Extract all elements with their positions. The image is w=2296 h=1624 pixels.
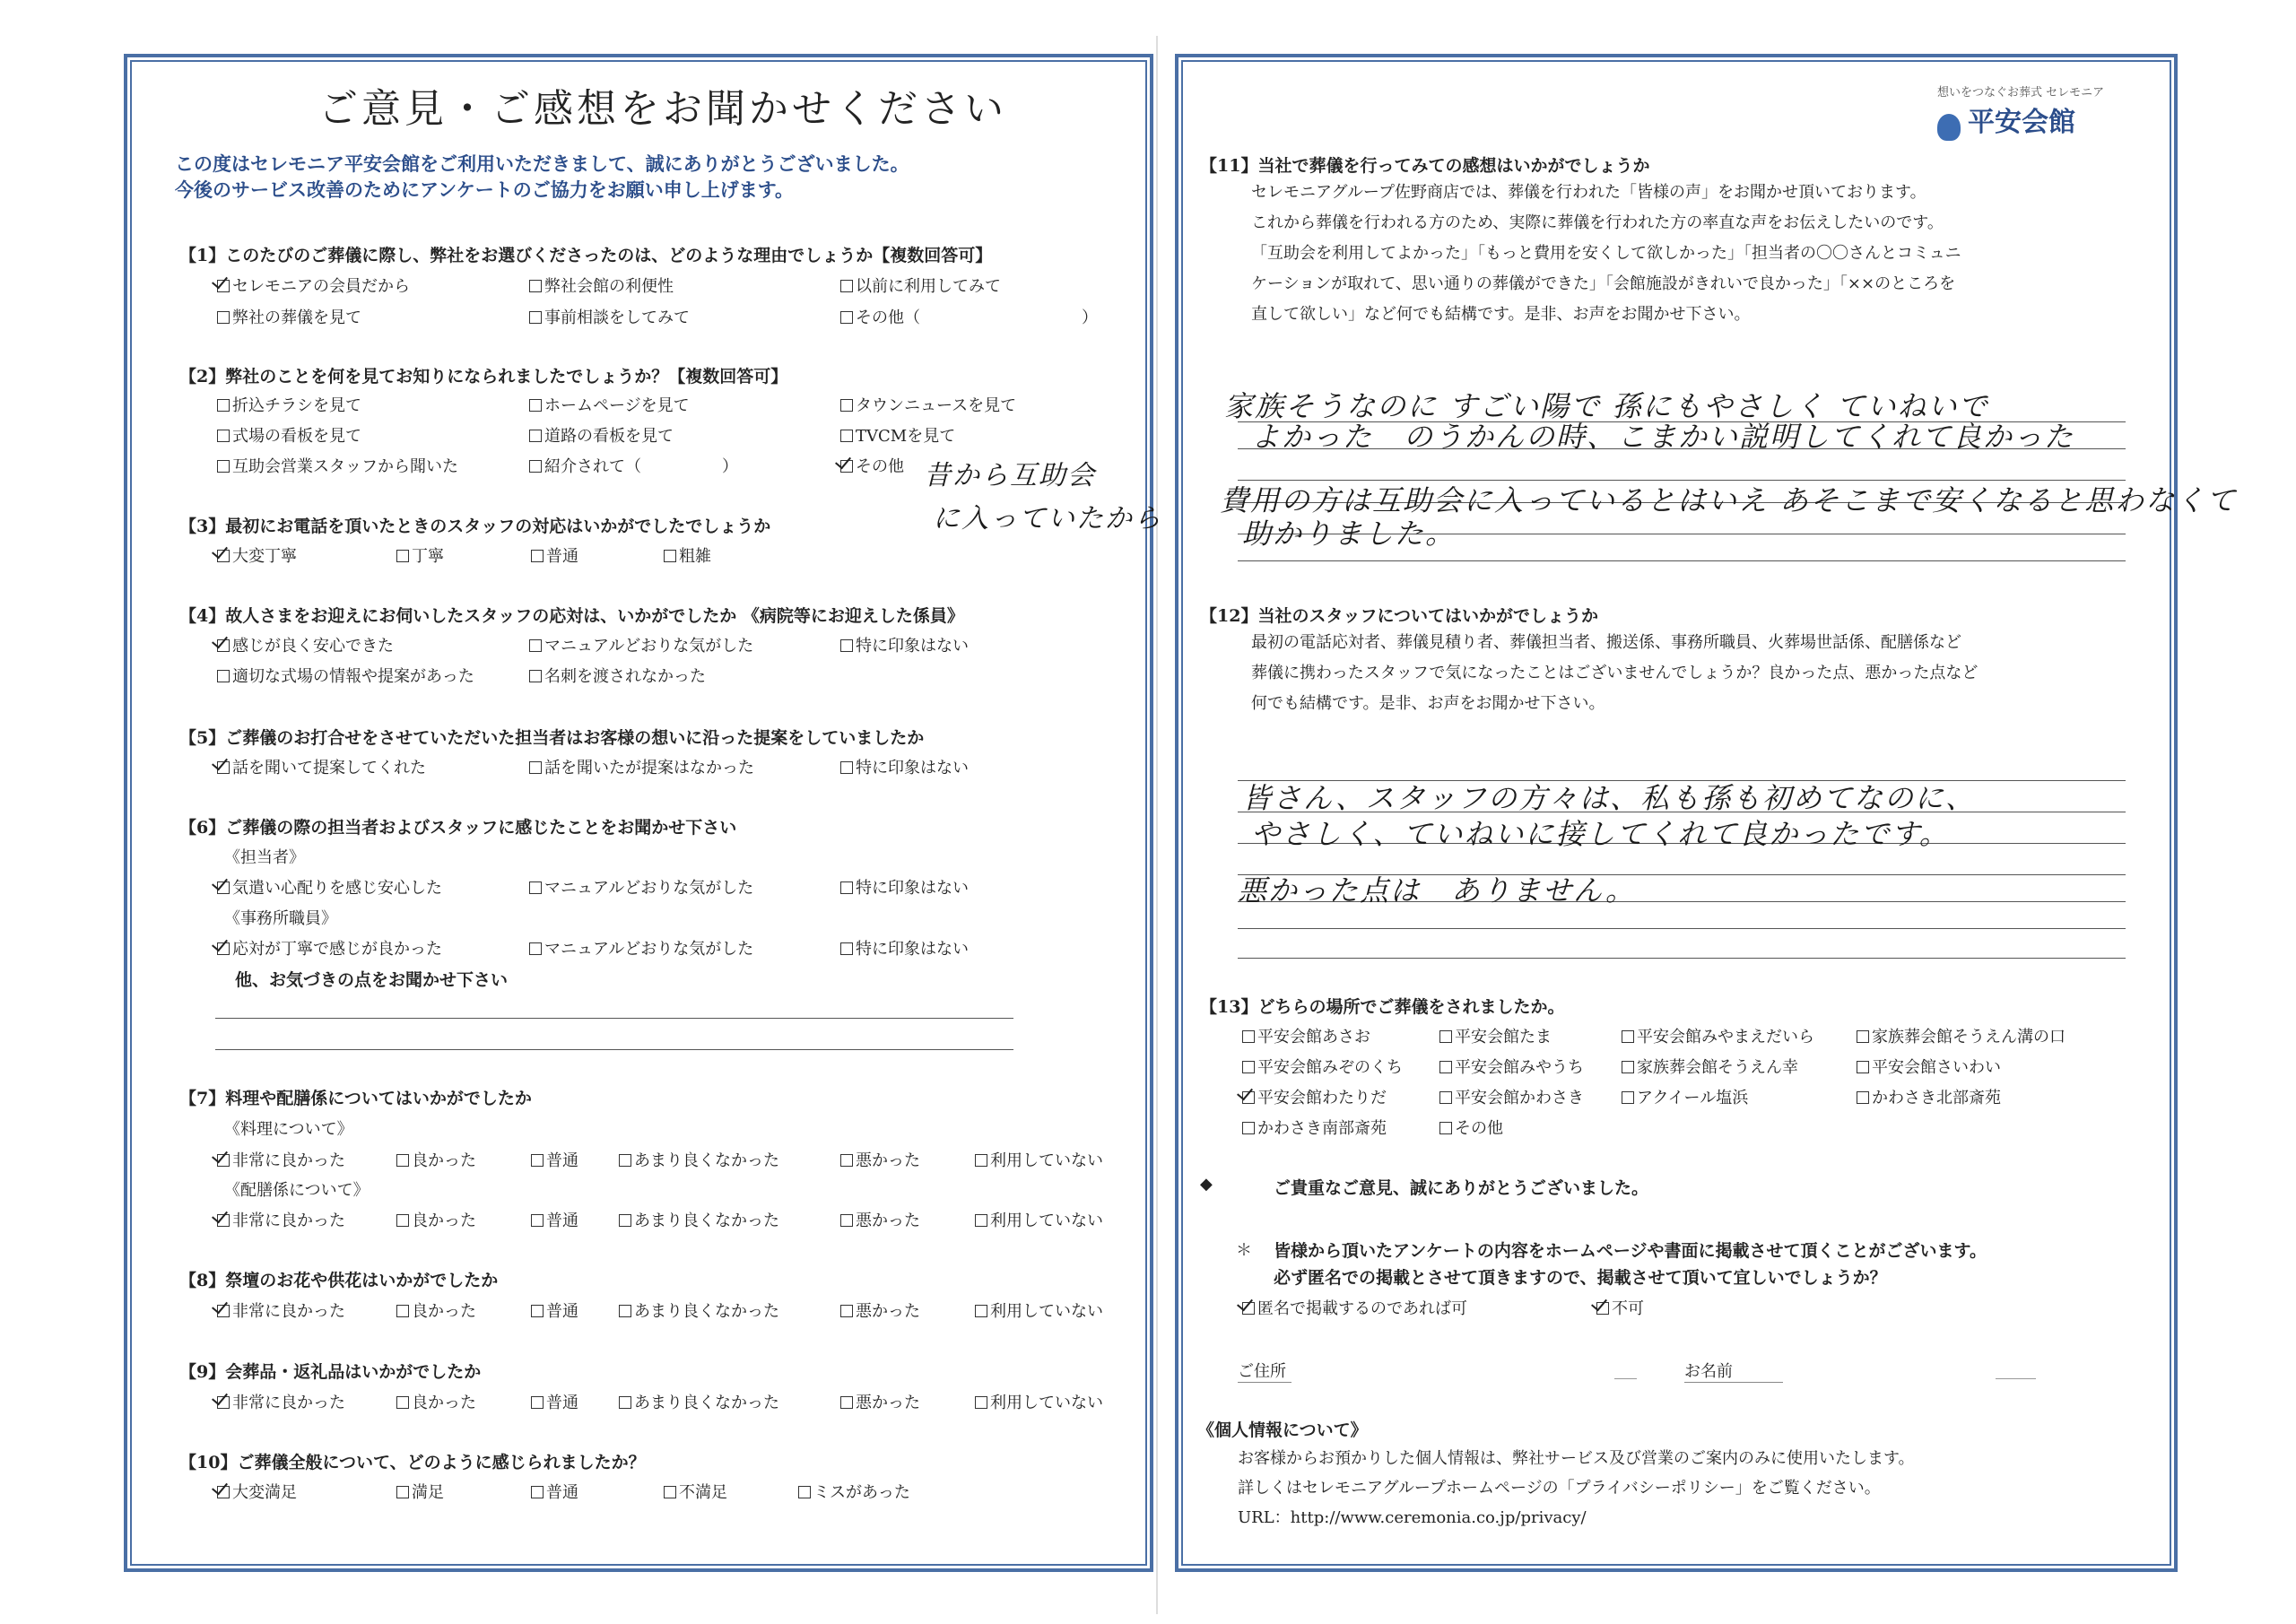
q4-option[interactable] [840, 633, 969, 656]
option-label: 悪かった [856, 1302, 920, 1321]
publish-no-option[interactable] [1596, 1296, 1644, 1319]
checkbox[interactable] [396, 1396, 409, 1409]
q12-answer-line [1238, 928, 2126, 929]
option-label: かわさき北部斎苑 [1872, 1089, 2001, 1107]
checkbox[interactable] [1439, 1061, 1452, 1073]
option-label: 匿名で掲載するのであれば可 [1257, 1299, 1467, 1318]
option-label: 普通 [546, 1211, 578, 1230]
option-label: 丁寧 [412, 547, 444, 566]
option-label: その他 [856, 457, 904, 476]
q10-option[interactable] [798, 1480, 910, 1503]
q13-option[interactable] [1622, 1085, 1748, 1108]
q2-handwritten-2: に入っていたから [933, 503, 1162, 534]
checkbox[interactable] [217, 670, 230, 682]
logo-tagline: 想いをつなぐお葬式 セレモニア [1937, 86, 2105, 100]
option-label: 特に印象はない [856, 759, 969, 777]
q2-handwritten-1: 昔から互助会 [924, 460, 1096, 491]
checkbox[interactable] [529, 670, 542, 682]
q7-ryouri-option[interactable] [396, 1148, 476, 1171]
q7-haizen-option[interactable] [217, 1208, 345, 1231]
q7-ryouri-option[interactable] [840, 1148, 920, 1171]
option-label: 平安会館わたりだ [1257, 1089, 1387, 1107]
q10-label: 【10】ご葬儀全般について、どのように感じられましたか？ [179, 1453, 646, 1472]
option-label: 普通 [546, 1151, 578, 1170]
checkbox[interactable] [217, 311, 230, 324]
option-label: タウンニュースを見て [856, 396, 1017, 415]
q1-option[interactable] [529, 305, 690, 328]
q4-option[interactable] [217, 633, 394, 656]
q9-option[interactable] [531, 1390, 578, 1413]
q11-answer-line [1238, 560, 2126, 561]
checkbox[interactable] [217, 639, 230, 652]
option-label: あまり良くなかった [634, 1394, 779, 1412]
q1-label: 【1】このたびのご葬儀に際し、弊社をお選びくださったのは、どのような理由でしょうか【複数回答可】 [179, 246, 993, 265]
page-fold [1156, 36, 1158, 1614]
checkbox[interactable] [529, 761, 542, 774]
option-label: 不可 [1612, 1299, 1644, 1318]
logo [1937, 83, 2104, 141]
q2-option[interactable] [529, 454, 738, 477]
closing-thanks: ご貴重なご意見、誠にありがとうございました。 [1274, 1178, 1649, 1198]
q7-ryouri-option[interactable] [217, 1148, 345, 1171]
option-label: 大変丁寧 [232, 547, 297, 566]
q5-option[interactable] [840, 755, 969, 778]
option-label: 満足 [412, 1483, 444, 1502]
option-label: かわさき南部斎苑 [1257, 1119, 1387, 1138]
checkbox[interactable] [217, 399, 230, 412]
checkbox[interactable] [840, 881, 853, 894]
q10-option[interactable] [396, 1480, 444, 1503]
checkbox[interactable] [531, 1396, 544, 1409]
q2-option[interactable] [840, 423, 955, 447]
checkbox[interactable] [217, 550, 230, 562]
checkbox[interactable] [396, 1486, 409, 1498]
q1-option[interactable] [529, 274, 674, 297]
checkbox[interactable] [840, 430, 853, 442]
q12-paragraph-line: 葬儀に携わったスタッフで気になったことはございませんでしょうか？良かった点、悪かった点など [1251, 664, 1979, 682]
q6-option[interactable] [840, 875, 969, 899]
intro-line-1: この度はセレモニア平安会館をご利用いただきまして、誠にありがとうございました。 [175, 152, 909, 175]
option-label: 事前相談をしてみて [544, 308, 690, 327]
checkbox[interactable] [1439, 1030, 1452, 1043]
checkbox[interactable] [217, 1486, 230, 1498]
option-label: 家族葬会館そうえん溝の口 [1872, 1028, 2066, 1046]
checkbox[interactable] [1622, 1061, 1634, 1073]
checkbox[interactable] [1622, 1030, 1634, 1043]
q13-label: 【13】どちらの場所でご葬儀をされましたか。 [1200, 997, 1565, 1017]
checkbox[interactable] [396, 550, 409, 562]
q7-sub-haizen: 《配膳係について》 [224, 1181, 370, 1200]
q4-option[interactable] [217, 664, 474, 687]
option-label: 利用していない [990, 1211, 1103, 1230]
q3-option[interactable] [396, 543, 444, 567]
address-label: ご住所 [1238, 1359, 1292, 1383]
q13-option[interactable] [1857, 1085, 2001, 1108]
checkbox[interactable] [1622, 1091, 1634, 1104]
checkbox[interactable] [217, 430, 230, 442]
q2-option[interactable] [840, 454, 904, 477]
option-label: あまり良くなかった [634, 1211, 779, 1230]
option-label: 平安会館みやまえだいら [1637, 1028, 1814, 1046]
option-label: ホームページを見て [544, 396, 690, 415]
option-label: 紹介されて（ ） [544, 457, 738, 476]
checkbox[interactable] [840, 1214, 853, 1227]
q13-option[interactable] [1857, 1055, 2001, 1078]
option-label: マニュアルどおりな気がした [544, 879, 754, 898]
option-label: 以前に利用してみて [856, 277, 1001, 296]
q8-option[interactable] [619, 1298, 779, 1322]
option-label: 非常に良かった [232, 1394, 345, 1412]
q2-option[interactable] [840, 393, 1016, 416]
q6-option[interactable] [529, 875, 753, 899]
q7-haizen-option[interactable] [531, 1208, 578, 1231]
checkbox[interactable] [531, 1486, 544, 1498]
checkbox[interactable] [217, 1214, 230, 1227]
option-label: あまり良くなかった [634, 1302, 779, 1321]
option-label: アクイール塩浜 [1637, 1089, 1749, 1107]
checkbox[interactable] [840, 761, 853, 774]
checkbox[interactable] [840, 460, 853, 473]
q1-option[interactable] [840, 305, 1098, 328]
option-label: 良かった [412, 1151, 476, 1170]
checkbox[interactable] [1242, 1302, 1255, 1315]
asterisk-icon: ＊ [1236, 1241, 1252, 1260]
q5-option[interactable] [529, 755, 754, 778]
q4-option[interactable] [529, 633, 753, 656]
checkbox[interactable] [531, 550, 544, 562]
checkbox[interactable] [217, 942, 230, 955]
q11-paragraph-line: 直して欲しい」など何でも結構です。是非、お声をお聞かせ下さい。 [1251, 305, 1751, 324]
checkbox[interactable] [1857, 1061, 1869, 1073]
option-label: 適切な式場の情報や提案があった [232, 667, 474, 686]
option-label: 良かった [412, 1394, 476, 1412]
q6-answer-line-2 [215, 1049, 1013, 1050]
checkbox[interactable] [840, 1396, 853, 1409]
checkbox[interactable] [217, 881, 230, 894]
option-label: その他（ ） [856, 308, 1098, 327]
option-label: 平安会館みぞのくち [1257, 1058, 1403, 1077]
q8-option[interactable] [217, 1298, 345, 1322]
checkbox[interactable] [1439, 1091, 1452, 1104]
closing-note-2: 必ず匿名での掲載とさせて頂きますので、掲載させて頂いて宜しいでしょうか？ [1274, 1268, 1887, 1288]
q12-paragraph-line: 何でも結構です。是非、お声をお聞かせ下さい。 [1251, 694, 1605, 713]
q3-label: 【3】最初にお電話を頂いたときのスタッフの対応はいかがでしたでしょうか [179, 517, 771, 536]
option-label: その他 [1455, 1119, 1503, 1138]
q2-option[interactable] [529, 423, 674, 447]
option-label: 良かった [412, 1211, 476, 1230]
q12-paragraph-line: 最初の電話応対者、葬儀見積り者、葬儀担当者、搬送係、事務所職員、火葬場世話係、配膳係など [1251, 633, 1961, 652]
option-label: 普通 [546, 1394, 578, 1412]
checkbox[interactable] [217, 280, 230, 292]
checkbox[interactable] [1242, 1061, 1255, 1073]
closing-note-1: 皆様から頂いたアンケートの内容をホームページや書面に掲載させて頂くことがございます。 [1274, 1241, 1987, 1261]
privacy-line-1: お客様からお預かりした個人情報は、弊社サービス及び営業のご案内のみに使用いたします。 [1238, 1449, 1915, 1468]
checkbox[interactable] [840, 1305, 853, 1317]
q8-option[interactable] [975, 1298, 1103, 1322]
blank-line [1614, 1378, 1637, 1379]
checkbox[interactable] [840, 942, 853, 955]
q1-option[interactable] [217, 274, 410, 297]
q13-option[interactable] [1439, 1024, 1552, 1047]
q1-option[interactable] [840, 274, 1001, 297]
checkbox[interactable] [619, 1396, 631, 1409]
checkbox[interactable] [1242, 1122, 1255, 1134]
checkbox[interactable] [529, 430, 542, 442]
option-label: 平安会館みやうち [1455, 1058, 1584, 1077]
privacy-title: 《個人情報について》 [1197, 1420, 1368, 1440]
option-label: 感じが良く安心できた [232, 637, 394, 656]
q9-option[interactable] [396, 1390, 476, 1413]
option-label: 不満足 [679, 1483, 727, 1502]
q12-label: 【12】当社のスタッフについてはいかがでしょうか [1200, 606, 1599, 626]
checkbox[interactable] [975, 1396, 987, 1409]
q12-answer-line [1238, 958, 2126, 959]
q1-option[interactable] [217, 305, 361, 328]
q8-label: 【8】祭壇のお花や供花はいかがでしたか [179, 1271, 499, 1290]
q6-label: 【6】ご葬儀の際の担当者およびスタッフに感じたことをお聞かせ下さい [179, 818, 737, 838]
option-label: TVCMを見て [856, 427, 956, 446]
q13-option[interactable] [1242, 1055, 1403, 1078]
q11-handwritten-line: 費用の方は互助会に入っているとはいえ あそこまで安くなると思わなくて [1220, 483, 2238, 517]
checkbox[interactable] [1242, 1030, 1255, 1043]
q11-handwritten-line: 家族そうなのに すごい陽で 孫にもやさしく ていねいで [1224, 389, 1989, 423]
checkbox[interactable] [619, 1154, 631, 1167]
q10-option[interactable] [217, 1480, 297, 1503]
checkbox[interactable] [840, 280, 853, 292]
q4-label: 【4】故人さまをお迎えにお伺いしたスタッフの応対は、いかがでしたか 《病院等にお迎えした係員》 [179, 606, 964, 626]
option-label: マニュアルどおりな気がした [544, 637, 754, 656]
option-label: 平安会館たま [1455, 1028, 1552, 1046]
option-label: 普通 [546, 547, 578, 566]
name-label: お名前 [1684, 1359, 1783, 1383]
checkbox[interactable] [217, 460, 230, 473]
checkbox[interactable] [396, 1154, 409, 1167]
q6-option[interactable] [529, 936, 753, 960]
q10-option[interactable] [664, 1480, 727, 1503]
checkbox[interactable] [217, 1154, 230, 1167]
q7-haizen-option[interactable] [975, 1208, 1103, 1231]
blank-line [1996, 1378, 2036, 1379]
option-label: セレモニアの会員だから [232, 277, 410, 296]
checkbox[interactable] [1596, 1302, 1609, 1315]
q8-option[interactable] [840, 1298, 920, 1322]
checkbox[interactable] [529, 942, 542, 955]
checkbox[interactable] [798, 1486, 811, 1498]
q13-option[interactable] [1242, 1085, 1387, 1108]
q13-option[interactable] [1439, 1116, 1503, 1139]
option-label: 粗雑 [679, 547, 711, 566]
q3-option[interactable] [531, 543, 578, 567]
q8-option[interactable] [531, 1298, 578, 1322]
q9-option[interactable] [975, 1390, 1103, 1413]
checkbox[interactable] [664, 1486, 676, 1498]
intro-line-2: 今後のサービス改善のためにアンケートのご協力をお願い申し上げます。 [175, 178, 795, 201]
q2-option[interactable] [529, 393, 690, 416]
logo-mark-icon [1937, 114, 1961, 141]
checkbox[interactable] [529, 881, 542, 894]
q7-ryouri-option[interactable] [975, 1148, 1103, 1171]
q9-option[interactable] [840, 1390, 920, 1413]
checkbox[interactable] [529, 460, 542, 473]
q9-option[interactable] [619, 1390, 779, 1413]
checkbox[interactable] [619, 1214, 631, 1227]
option-label: 気遣い心配りを感じ安心した [232, 879, 442, 898]
checkbox[interactable] [1857, 1091, 1869, 1104]
q12-handwritten-line: 悪かった点は ありません。 [1238, 873, 1636, 908]
publish-anonymous-option[interactable] [1242, 1296, 1467, 1319]
q7-sub-ryouri: 《料理について》 [224, 1120, 353, 1139]
option-label: 式場の看板を見て [232, 427, 361, 446]
q6-option[interactable] [217, 875, 442, 899]
privacy-line-2: 詳しくはセレモニアグループホームページの「プライバシーポリシー」をご覧ください。 [1238, 1479, 1881, 1498]
q13-option[interactable] [1439, 1055, 1584, 1078]
option-label: 互助会営業スタッフから聞いた [232, 457, 458, 476]
checkbox[interactable] [217, 1305, 230, 1317]
q11-paragraph-line: ケーションが取れて、思い通りの葬儀ができた」「会館施設がきれいで良かった」「××のところを [1251, 274, 1956, 293]
q7-label: 【7】料理や配膳係についてはいかがでしたか [179, 1089, 532, 1108]
checkbox[interactable] [975, 1214, 987, 1227]
q9-label: 【9】会葬品・返礼品はいかがでしたか [179, 1362, 482, 1382]
q13-option[interactable] [1242, 1024, 1370, 1047]
checkbox[interactable] [840, 399, 853, 412]
checkbox[interactable] [531, 1214, 544, 1227]
option-label: あまり良くなかった [634, 1151, 779, 1170]
q6-option[interactable] [840, 936, 969, 960]
q13-option[interactable] [1439, 1085, 1584, 1108]
option-label: 平安会館あさお [1257, 1028, 1370, 1046]
option-label: 悪かった [856, 1394, 920, 1412]
q8-option[interactable] [396, 1298, 476, 1322]
q2-label: 【2】弊社のことを何を見てお知りになられましたでしょうか？【複数回答可】 [179, 367, 788, 386]
q4-option[interactable] [529, 664, 706, 687]
q11-paragraph-line: セレモニアグループ佐野商店では、葬儀を行われた「皆様の声」をお聞かせ頂いております。 [1251, 183, 1926, 202]
checkbox[interactable] [531, 1305, 544, 1317]
q2-option[interactable] [217, 454, 458, 477]
q6-option[interactable] [217, 936, 442, 960]
q2-option[interactable] [217, 423, 361, 447]
q6-other-label: 他、お気づきの点をお聞かせ下さい [235, 970, 509, 990]
option-label: 利用していない [990, 1302, 1103, 1321]
q13-option[interactable] [1622, 1055, 1798, 1078]
q11-paragraph-line: これから葬儀を行われる方のため、実際に葬儀を行われた方の率直な声をお伝えしたいのです。 [1251, 213, 1944, 232]
q5-option[interactable] [217, 755, 426, 778]
q10-option[interactable] [531, 1480, 578, 1503]
checkbox[interactable] [529, 639, 542, 652]
q7-haizen-option[interactable] [396, 1208, 476, 1231]
q11-handwritten-line: 助かりました。 [1242, 517, 1457, 551]
checkbox[interactable] [975, 1154, 987, 1167]
checkbox[interactable] [975, 1305, 987, 1317]
checkbox[interactable] [840, 639, 853, 652]
q7-ryouri-option[interactable] [531, 1148, 578, 1171]
option-label: 普通 [546, 1483, 578, 1502]
q13-option[interactable] [1857, 1024, 2066, 1047]
option-label: 非常に良かった [232, 1151, 345, 1170]
q12-handwritten-line: やさしく、ていねいに接してくれて良かったです。 [1251, 817, 1950, 851]
option-label: 折込チラシを見て [232, 396, 361, 415]
q11-handwritten-line: よかった のうかんの時、こまかい説明してくれて良かった [1251, 420, 2075, 454]
checkbox[interactable] [217, 1396, 230, 1409]
option-label: 家族葬会館そうえん幸 [1637, 1058, 1798, 1077]
q11-paragraph-line: 「互助会を利用してよかった」「もっと費用を安くして欲しかった」「担当者の〇〇さんとコミュニ [1251, 244, 1961, 263]
option-label: 特に印象はない [856, 879, 969, 898]
option-label: ミスがあった [813, 1483, 910, 1502]
privacy-url: URL：http://www.ceremonia.co.jp/privacy/ [1238, 1508, 1587, 1527]
page-title: ご意見・ご感想をお聞かせください [318, 86, 1007, 132]
q5-label: 【5】ご葬儀のお打合せをさせていただいた担当者はお客様の想いに沿った提案をしていましたか [179, 728, 925, 748]
option-label: 名刺を渡されなかった [544, 667, 706, 686]
checkbox[interactable] [1439, 1122, 1452, 1134]
q9-option[interactable] [217, 1390, 345, 1413]
checkbox[interactable] [1857, 1030, 1869, 1043]
option-label: 話を聞いたが提案はなかった [544, 759, 754, 777]
checkbox[interactable] [664, 550, 676, 562]
q13-option[interactable] [1242, 1116, 1387, 1139]
checkbox[interactable] [396, 1305, 409, 1317]
q13-option[interactable] [1622, 1024, 1814, 1047]
option-label: 平安会館かわさき [1455, 1089, 1584, 1107]
checkbox[interactable] [531, 1154, 544, 1167]
q2-option[interactable] [217, 393, 361, 416]
checkbox[interactable] [529, 280, 542, 292]
option-label: 非常に良かった [232, 1302, 345, 1321]
q7-haizen-option[interactable] [619, 1208, 779, 1231]
checkbox[interactable] [840, 1154, 853, 1167]
option-label: 大変満足 [232, 1483, 297, 1502]
q6-sub-tantousha: 《担当者》 [224, 848, 305, 867]
option-label: 弊社の葬儀を見て [232, 308, 361, 327]
checkbox[interactable] [396, 1214, 409, 1227]
option-label: マニュアルどおりな気がした [544, 940, 754, 959]
option-label: 話を聞いて提案してくれた [232, 759, 426, 777]
option-label: 弊社会館の利便性 [544, 277, 674, 296]
option-label: 利用していない [990, 1151, 1103, 1170]
option-label: 特に印象はない [856, 637, 969, 656]
option-label: 悪かった [856, 1151, 920, 1170]
option-label: 道路の看板を見て [544, 427, 674, 446]
q7-ryouri-option[interactable] [619, 1148, 779, 1171]
q6-sub-jimusho: 《事務所職員》 [224, 909, 337, 928]
option-label: 特に印象はない [856, 940, 969, 959]
q3-option[interactable] [217, 543, 297, 567]
checkbox[interactable] [619, 1305, 631, 1317]
option-label: 非常に良かった [232, 1211, 345, 1230]
option-label: 悪かった [856, 1211, 920, 1230]
checkbox[interactable] [217, 761, 230, 774]
option-label: 平安会館さいわい [1872, 1058, 2001, 1077]
option-label: 応対が丁寧で感じが良かった [232, 940, 442, 959]
q11-label: 【11】当社で葬儀を行ってみての感想はいかがでしょうか [1200, 156, 1650, 176]
checkbox[interactable] [1242, 1091, 1255, 1104]
logo-name: 平安会館 [1968, 107, 2075, 138]
option-label: 良かった [412, 1302, 476, 1321]
q3-option[interactable] [664, 543, 711, 567]
checkbox[interactable] [840, 311, 853, 324]
q12-handwritten-line: 皆さん、スタッフの方々は、私も孫も初めてなのに、 [1242, 781, 1976, 815]
diamond-icon: ◆ [1200, 1175, 1213, 1194]
checkbox[interactable] [529, 399, 542, 412]
option-label: 普通 [546, 1302, 578, 1321]
checkbox[interactable] [529, 311, 542, 324]
q7-haizen-option[interactable] [840, 1208, 920, 1231]
q6-answer-line-1 [215, 1018, 1013, 1019]
option-label: 利用していない [990, 1394, 1103, 1412]
